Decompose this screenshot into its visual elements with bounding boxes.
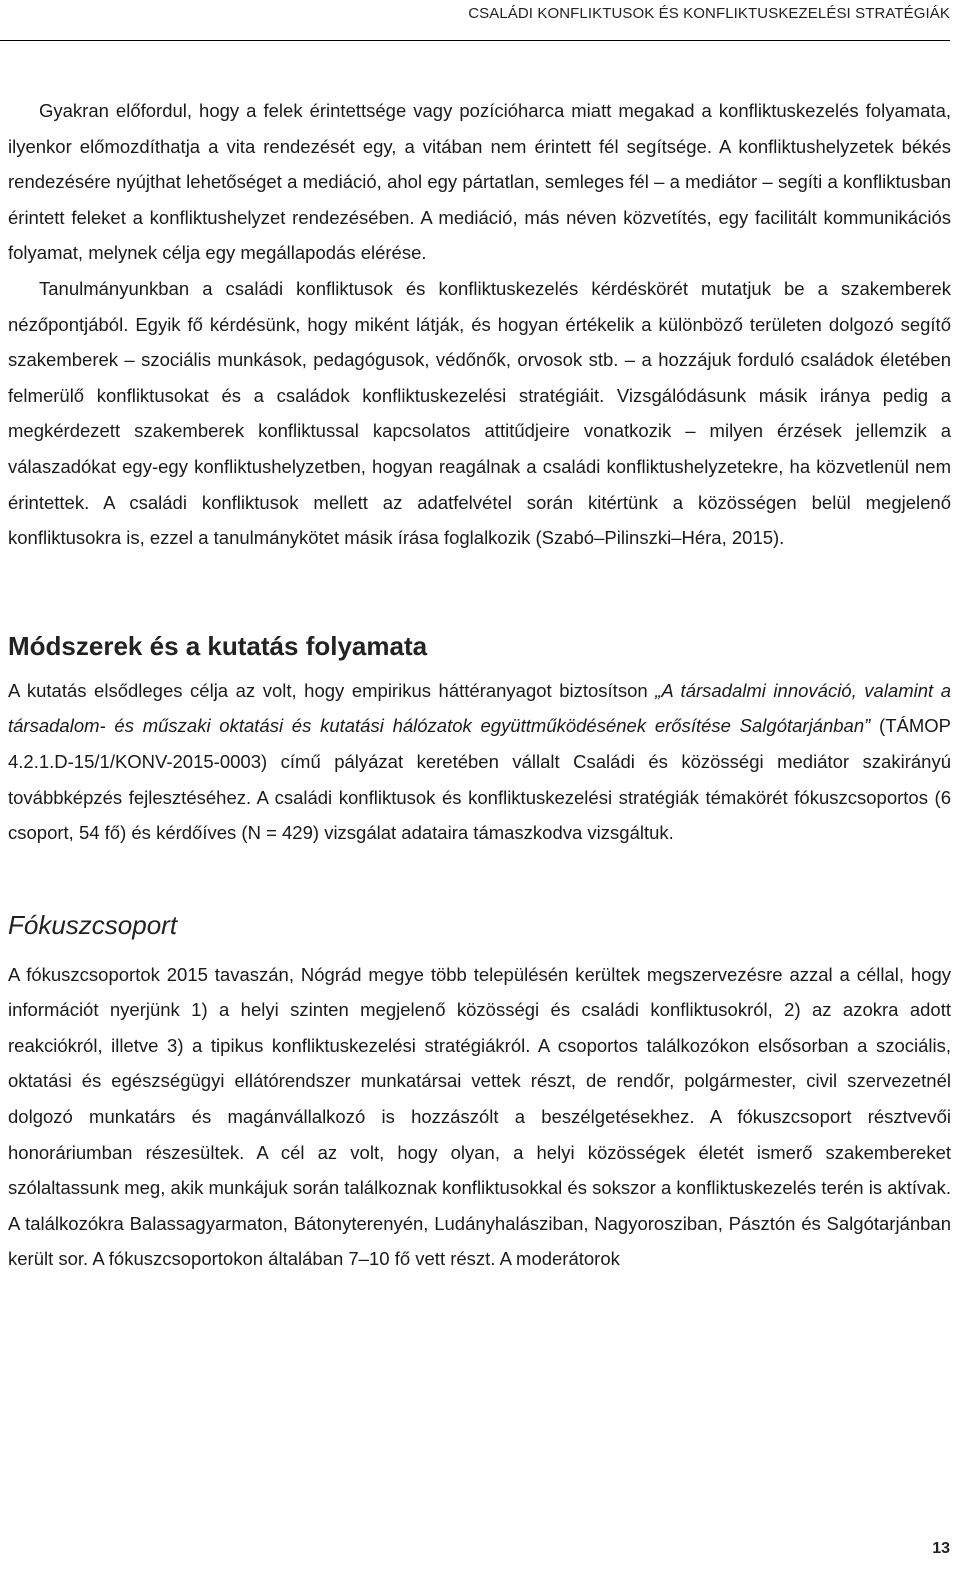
methods-text-before: A kutatás elsődleges célja az volt, hogy empirikus háttéranyagot biztosítson <box>8 679 656 701</box>
methods-paragraph <box>8 673 951 851</box>
project-title: „A társadalmi innováció, valamint a társadalom- és műszaki oktatási és kutatási hálózatok együttműködésének erősítése Salgótarjánban” <box>8 679 951 737</box>
focus-group-heading: Fókuszcsoport <box>8 909 178 940</box>
methods-heading: Módszerek és a kutatás folyamata <box>8 630 428 661</box>
methods-text-after: (TÁMOP 4.2.1.D-15/1/KONV-2015-0003) című pályázat keretében vállalt Családi és közösségi mediátor szakirányú továbbképzés fejlesztéséhez. A családi konfliktusok és konfliktuskezelési stratégiák témakörét fókuszcsoportos (6 csoport, 54 fő) és kérdőíves (N = 429) vizsgálat adataira támaszkodva vizsgáltuk. <box>8 715 951 844</box>
intro-paragraph: Gyakran előfordul, hogy a felek érintettsége vagy pozícióharca miatt megakad a konfliktuskezelés folyamata, ilyenkor előmozdíthatja a vita rendezését egy, a vitában nem érintett fél segítsége. A konfliktushelyzetek békés rendezésére nyújthat lehetőséget a mediáció, ahol egy pártatlan, semleges fél – a mediátor – segíti a konfliktusban érintett feleket a konfliktushelyzet rendezésében. A mediáció, más néven közvetítés, egy facilitált kommunikációs folyamat, melynek célja egy megállapodás elérése. <box>8 100 951 264</box>
running-title: CSALÁDI KONFLIKTUSOK ÉS KONFLIKTUSKEZELÉSI STRATÉGIÁK <box>468 5 950 22</box>
page-number: 13 <box>932 1540 950 1557</box>
study-scope-paragraph: Tanulmányunkban a családi konfliktusok és konfliktuskezelés kérdéskörét mutatjuk be a szakemberek nézőpontjából. Egyik fő kérdésünk, hogy miként látják, és hogyan értékelik a különböző területen dolgozó segítő szakemberek – szociális munkások, pedagógusok, védőnők, orvosok stb. – a hozzájuk forduló családok életében felmerülő konfliktusokat és a családok konfliktuskezelési stratégiáit. Vizsgálódásunk másik iránya pedig a megkérdezett szakemberek konfliktussal kapcsolatos attitűdjeire vonatkozik – milyen érzések jellemzik a válaszadókat egy-egy konfliktushelyzetben, hogyan reagálnak a családi konfliktushelyzetekre, ha közvetlenül nem érintettek. A családi konfliktusok mellett az adatfelvétel során kitértünk a közösségen belül megjelenő konfliktusokra is, ezzel a tanulmánykötet másik írása foglalkozik (Szabó–Pilinszki–Héra, 2015). <box>8 277 951 549</box>
page-content <box>8 93 951 1277</box>
running-header <box>0 0 950 41</box>
focus-group-paragraph: A fókuszcsoportok 2015 tavaszán, Nógrád megye több településén kerültek megszervezésre azzal a céllal, hogy információt nyerjünk 1) a helyi szinten megjelenő közösségi és családi konfliktusokról, 2) az azokra adott reakciókról, illetve 3) a tipikus konfliktuskezelési stratégiákról. A csoportos találkozókon elsősorban a szociális, oktatási és egészségügyi ellátórendszer munkatársai vettek részt, de rendőr, polgármester, civil szervezetnél dolgozó munkatárs és magánvállalkozó is hozzászólt a beszélgetésekhez. A fókuszcsoport résztvevői honoráriumban részesültek. A cél az volt, hogy olyan, a helyi közösségek életét ismerő szakembereket szólaltassunk meg, akik munkájuk során találkoznak konfliktusokkal és sokszor a konfliktuskezelés terén is aktívak. A találkozókra Balassagyarmaton, Bátonyterenyén, Ludányhalásziban, Nagyorosziban, Pásztón és Salgótarjánban került sor. A fókuszcsoportokon általában 7–10 fő vett részt. A moderátorok <box>8 963 951 1270</box>
